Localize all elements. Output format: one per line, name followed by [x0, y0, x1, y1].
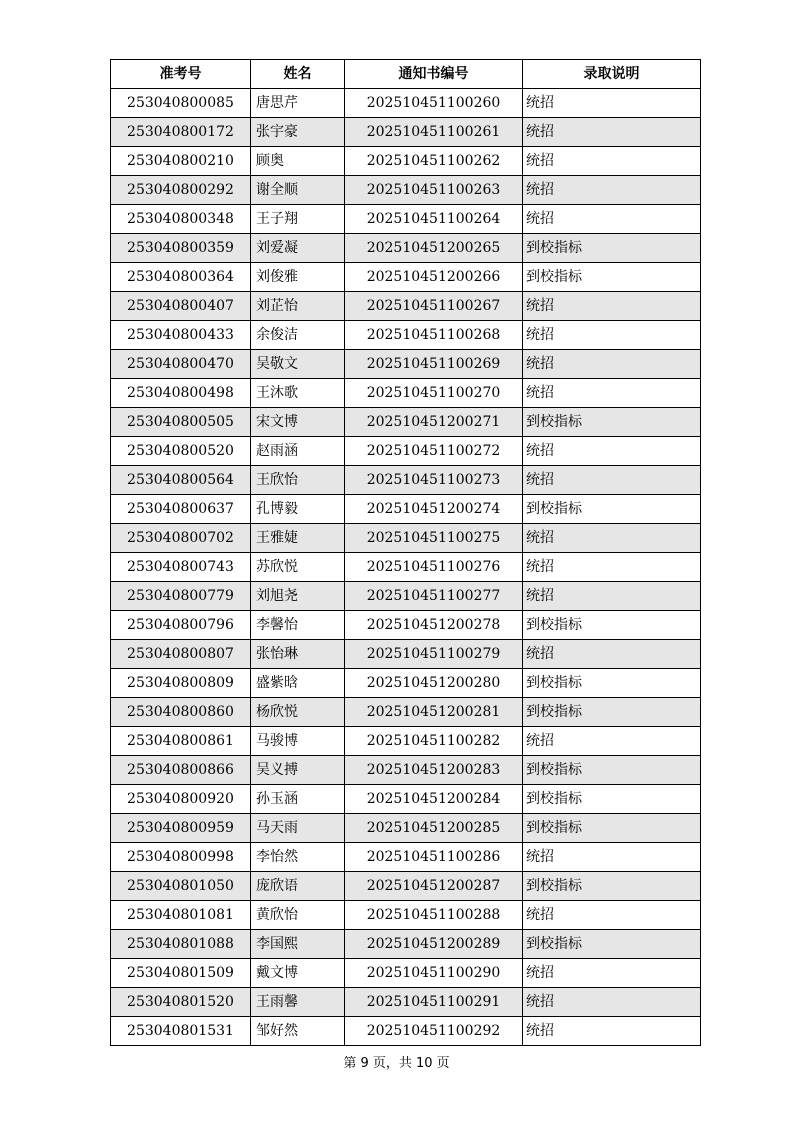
exam-number-cell: 253040800433 — [111, 321, 251, 350]
notice-number-cell: 202510451200289 — [345, 930, 523, 959]
table-row — [111, 263, 701, 292]
table-row — [111, 118, 701, 147]
table-row — [111, 379, 701, 408]
table-row — [111, 147, 701, 176]
notice-number-cell: 202510451100261 — [345, 118, 523, 147]
notice-number-cell: 202510451100286 — [345, 843, 523, 872]
notice-number-cell: 202510451200281 — [345, 698, 523, 727]
exam-number-cell: 253040801088 — [111, 930, 251, 959]
student-name-cell: 黄欣怡 — [251, 901, 345, 930]
notice-number-cell: 202510451100288 — [345, 901, 523, 930]
exam-number-cell: 253040800364 — [111, 263, 251, 292]
exam-number-cell: 253040800348 — [111, 205, 251, 234]
page-number-label: 第 9 页，共 10 页 — [343, 1056, 450, 1071]
table-row — [111, 205, 701, 234]
table-row — [111, 756, 701, 785]
exam-number-cell: 253040800498 — [111, 379, 251, 408]
table-header-row — [111, 60, 701, 89]
table-row — [111, 611, 701, 640]
student-name-cell: 谢全顺 — [251, 176, 345, 205]
table-row — [111, 1017, 701, 1046]
table-row — [111, 524, 701, 553]
admission-table — [110, 59, 701, 1046]
notice-number-cell: 202510451100282 — [345, 727, 523, 756]
table-row — [111, 495, 701, 524]
table-row — [111, 408, 701, 437]
notice-number-cell: 202510451100270 — [345, 379, 523, 408]
notice-number-cell: 202510451100291 — [345, 988, 523, 1017]
student-name-cell: 戴文博 — [251, 959, 345, 988]
notice-number-cell: 202510451100273 — [345, 466, 523, 495]
notice-number-cell: 202510451100279 — [345, 640, 523, 669]
table-row — [111, 437, 701, 466]
admission-remark-cell: 统招 — [523, 901, 701, 930]
student-name-cell: 苏欣悦 — [251, 553, 345, 582]
student-name-cell: 刘爱凝 — [251, 234, 345, 263]
student-name-cell: 王雨馨 — [251, 988, 345, 1017]
admission-remark-cell: 到校指标 — [523, 408, 701, 437]
exam-number-cell: 253040800702 — [111, 524, 251, 553]
admission-remark-cell: 统招 — [523, 89, 701, 118]
student-name-cell: 刘芷怡 — [251, 292, 345, 321]
exam-number-cell: 253040800807 — [111, 640, 251, 669]
admission-remark-cell: 统招 — [523, 582, 701, 611]
admission-remark-cell: 到校指标 — [523, 785, 701, 814]
admission-remark-cell: 统招 — [523, 524, 701, 553]
notice-number-cell: 202510451100290 — [345, 959, 523, 988]
student-name-cell: 张怡琳 — [251, 640, 345, 669]
exam-number-cell: 253040800505 — [111, 408, 251, 437]
student-name-cell: 刘旭尧 — [251, 582, 345, 611]
student-name-cell: 吴义搏 — [251, 756, 345, 785]
header-exam-number: 准考号 — [111, 60, 251, 89]
exam-number-cell: 253040800809 — [111, 669, 251, 698]
notice-number-cell: 202510451200278 — [345, 611, 523, 640]
exam-number-cell: 253040800998 — [111, 843, 251, 872]
admission-remark-cell: 统招 — [523, 147, 701, 176]
admission-remark-cell: 统招 — [523, 640, 701, 669]
notice-number-cell: 202510451200283 — [345, 756, 523, 785]
page-footer — [0, 1056, 793, 1072]
student-name-cell: 李馨怡 — [251, 611, 345, 640]
student-name-cell: 庞欣语 — [251, 872, 345, 901]
student-name-cell: 余俊洁 — [251, 321, 345, 350]
exam-number-cell: 253040800743 — [111, 553, 251, 582]
student-name-cell: 顾奥 — [251, 147, 345, 176]
exam-number-cell: 253040801050 — [111, 872, 251, 901]
admission-remark-cell: 到校指标 — [523, 495, 701, 524]
admission-remark-cell: 统招 — [523, 176, 701, 205]
notice-number-cell: 202510451100269 — [345, 350, 523, 379]
notice-number-cell: 202510451200280 — [345, 669, 523, 698]
admission-remark-cell: 到校指标 — [523, 756, 701, 785]
admission-remark-cell: 统招 — [523, 959, 701, 988]
header-admission-remark: 录取说明 — [523, 60, 701, 89]
table-row — [111, 176, 701, 205]
exam-number-cell: 253040800959 — [111, 814, 251, 843]
table-row — [111, 292, 701, 321]
student-name-cell: 孙玉涵 — [251, 785, 345, 814]
admission-remark-cell: 到校指标 — [523, 263, 701, 292]
notice-number-cell: 202510451100277 — [345, 582, 523, 611]
student-name-cell: 李怡然 — [251, 843, 345, 872]
notice-number-cell: 202510451100260 — [345, 89, 523, 118]
admission-remark-cell: 到校指标 — [523, 872, 701, 901]
table-body — [111, 89, 701, 1046]
admission-remark-cell: 统招 — [523, 843, 701, 872]
student-name-cell: 王欣怡 — [251, 466, 345, 495]
table-row — [111, 89, 701, 118]
exam-number-cell: 253040800920 — [111, 785, 251, 814]
exam-number-cell: 253040800779 — [111, 582, 251, 611]
admission-remark-cell: 统招 — [523, 553, 701, 582]
admission-remark-cell: 到校指标 — [523, 669, 701, 698]
notice-number-cell: 202510451200285 — [345, 814, 523, 843]
table-row — [111, 872, 701, 901]
exam-number-cell: 253040800470 — [111, 350, 251, 379]
header-name: 姓名 — [251, 60, 345, 89]
notice-number-cell: 202510451100264 — [345, 205, 523, 234]
notice-number-cell: 202510451200271 — [345, 408, 523, 437]
admission-remark-cell: 统招 — [523, 379, 701, 408]
student-name-cell: 刘俊雅 — [251, 263, 345, 292]
notice-number-cell: 202510451200284 — [345, 785, 523, 814]
student-name-cell: 唐思芹 — [251, 89, 345, 118]
table-row — [111, 553, 701, 582]
table-row — [111, 988, 701, 1017]
notice-number-cell: 202510451200274 — [345, 495, 523, 524]
admission-remark-cell: 统招 — [523, 205, 701, 234]
admission-remark-cell: 统招 — [523, 727, 701, 756]
student-name-cell: 王雅婕 — [251, 524, 345, 553]
student-name-cell: 王沐歌 — [251, 379, 345, 408]
table-row — [111, 234, 701, 263]
table-row — [111, 669, 701, 698]
exam-number-cell: 253040800520 — [111, 437, 251, 466]
notice-number-cell: 202510451100262 — [345, 147, 523, 176]
notice-number-cell: 202510451200266 — [345, 263, 523, 292]
exam-number-cell: 253040801081 — [111, 901, 251, 930]
header-notice-number: 通知书编号 — [345, 60, 523, 89]
student-name-cell: 杨欣悦 — [251, 698, 345, 727]
exam-number-cell: 253040800866 — [111, 756, 251, 785]
notice-number-cell: 202510451100275 — [345, 524, 523, 553]
exam-number-cell: 253040800407 — [111, 292, 251, 321]
table-row — [111, 901, 701, 930]
admission-remark-cell: 统招 — [523, 437, 701, 466]
admission-remark-cell: 统招 — [523, 1017, 701, 1046]
student-name-cell: 张宇豪 — [251, 118, 345, 147]
table-row — [111, 843, 701, 872]
exam-number-cell: 253040800796 — [111, 611, 251, 640]
student-name-cell: 赵雨涵 — [251, 437, 345, 466]
table-row — [111, 640, 701, 669]
exam-number-cell: 253040800564 — [111, 466, 251, 495]
student-name-cell: 马天雨 — [251, 814, 345, 843]
admission-remark-cell: 到校指标 — [523, 611, 701, 640]
student-name-cell: 马骏博 — [251, 727, 345, 756]
notice-number-cell: 202510451100263 — [345, 176, 523, 205]
exam-number-cell: 253040800172 — [111, 118, 251, 147]
admission-remark-cell: 到校指标 — [523, 814, 701, 843]
exam-number-cell: 253040800861 — [111, 727, 251, 756]
notice-number-cell: 202510451200265 — [345, 234, 523, 263]
table-row — [111, 930, 701, 959]
admission-remark-cell: 统招 — [523, 350, 701, 379]
table-row — [111, 814, 701, 843]
student-name-cell: 盛紫晗 — [251, 669, 345, 698]
admission-remark-cell: 统招 — [523, 118, 701, 147]
table-row — [111, 698, 701, 727]
notice-number-cell: 202510451100268 — [345, 321, 523, 350]
admission-remark-cell: 到校指标 — [523, 930, 701, 959]
student-name-cell: 宋文博 — [251, 408, 345, 437]
exam-number-cell: 253040801509 — [111, 959, 251, 988]
notice-number-cell: 202510451100292 — [345, 1017, 523, 1046]
student-name-cell: 吴敬文 — [251, 350, 345, 379]
admission-remark-cell: 到校指标 — [523, 234, 701, 263]
exam-number-cell: 253040800292 — [111, 176, 251, 205]
admission-remark-cell: 统招 — [523, 466, 701, 495]
table-row — [111, 321, 701, 350]
student-name-cell: 王子翔 — [251, 205, 345, 234]
admission-remark-cell: 统招 — [523, 321, 701, 350]
notice-number-cell: 202510451200287 — [345, 872, 523, 901]
table-row — [111, 727, 701, 756]
student-name-cell: 孔博毅 — [251, 495, 345, 524]
table-row — [111, 785, 701, 814]
admission-remark-cell: 统招 — [523, 988, 701, 1017]
table-row — [111, 582, 701, 611]
student-name-cell: 李国熙 — [251, 930, 345, 959]
notice-number-cell: 202510451100276 — [345, 553, 523, 582]
exam-number-cell: 253040800210 — [111, 147, 251, 176]
table-row — [111, 959, 701, 988]
exam-number-cell: 253040801520 — [111, 988, 251, 1017]
notice-number-cell: 202510451100267 — [345, 292, 523, 321]
exam-number-cell: 253040800359 — [111, 234, 251, 263]
exam-number-cell: 253040800637 — [111, 495, 251, 524]
admission-remark-cell: 到校指标 — [523, 698, 701, 727]
exam-number-cell: 253040801531 — [111, 1017, 251, 1046]
student-name-cell: 邹好然 — [251, 1017, 345, 1046]
admission-remark-cell: 统招 — [523, 292, 701, 321]
exam-number-cell: 253040800085 — [111, 89, 251, 118]
exam-number-cell: 253040800860 — [111, 698, 251, 727]
notice-number-cell: 202510451100272 — [345, 437, 523, 466]
table-row — [111, 466, 701, 495]
table-row — [111, 350, 701, 379]
